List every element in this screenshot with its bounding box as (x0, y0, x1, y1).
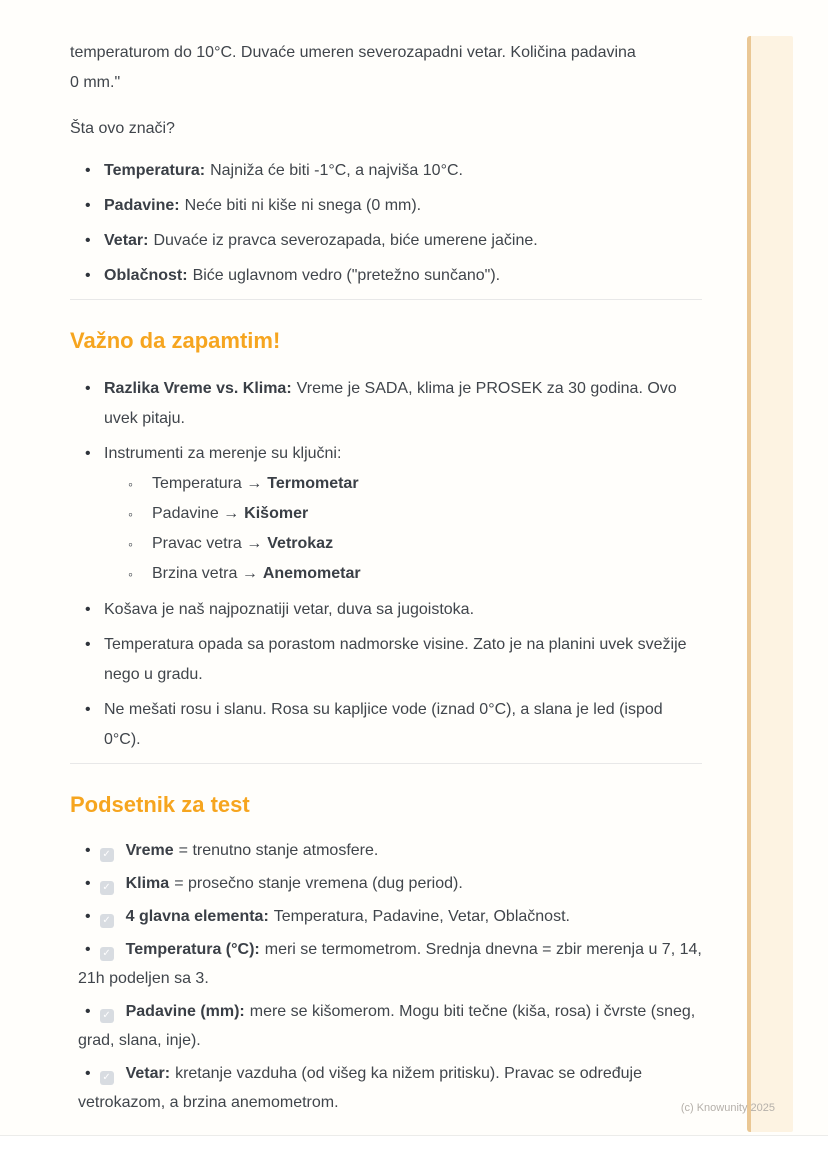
item-text: Duvaće iz pravca severozapada, biće umerene jačine. (153, 232, 538, 249)
item-text: Temperatura opada sa porastom nadmorske visine. Zato je na planini uvek svežije nego u gradu. (104, 636, 687, 683)
list-item (70, 595, 702, 625)
checklist-item (70, 935, 702, 993)
section-divider (70, 299, 702, 300)
item-text: kretanje vazduha (od višeg ka nižem pritisku). Pravac se određuje vetrokazom, a brzina anemometrom. (78, 1065, 642, 1111)
term-bold: Temperatura: (104, 162, 206, 179)
checklist-item (70, 869, 702, 898)
checked-checkbox-icon (100, 1009, 114, 1023)
term-bold: Oblačnost: (104, 267, 188, 284)
checked-checkbox-icon (100, 914, 114, 928)
term-bold: Klima (125, 875, 170, 892)
term-bold: Padavine: (104, 197, 180, 214)
bullet-dot: • (85, 908, 91, 925)
instruments-sub-list (104, 469, 702, 589)
item-text: Temperatura → (152, 475, 263, 492)
intro-list (70, 156, 702, 291)
instrument-bold: Anemometar (262, 565, 361, 582)
checked-checkbox-icon (100, 1071, 114, 1085)
sub-list-item (104, 499, 702, 529)
check-icon: ✓ (102, 882, 111, 893)
important-list (70, 374, 702, 755)
bullet-dot: • (85, 1065, 91, 1082)
list-item (70, 261, 702, 291)
check-icon: ✓ (102, 915, 111, 926)
checked-checkbox-icon (100, 881, 114, 895)
instrument-bold: Kišomer (244, 505, 309, 522)
item-text: = trenutno stanje atmosfere. (178, 842, 379, 859)
question-paragraph: Šta ovo znači? (70, 120, 175, 137)
item-text: Košava je naš najpoznatiji vetar, duva sa jugoistoka. (104, 601, 475, 618)
bullet-dot: • (85, 941, 91, 958)
list-item (70, 191, 702, 221)
section-divider (70, 763, 702, 764)
item-text: Vreme je SADA, klima je PROSEK za 30 godina. Ovo uvek pitaju. (104, 380, 677, 427)
check-icon: ✓ (102, 948, 111, 959)
item-text: Instrumenti za merenje su ključni: (104, 445, 342, 462)
list-item (70, 630, 702, 690)
check-icon: ✓ (102, 1010, 111, 1021)
checklist-item (70, 836, 702, 865)
check-icon: ✓ (102, 1072, 111, 1083)
item-text: Temperatura, Padavine, Vetar, Oblačnost. (273, 908, 570, 925)
item-text: Neće biti ni kiše ni snega (0 mm). (184, 197, 422, 214)
list-item (70, 695, 702, 755)
checklist-item (70, 902, 702, 931)
checked-checkbox-icon (100, 947, 114, 961)
check-icon: ✓ (102, 849, 111, 860)
instrument-bold: Vetrokaz (267, 535, 334, 552)
list-item (70, 374, 702, 434)
sub-list-item (104, 559, 702, 589)
bullet-dot: • (85, 875, 91, 892)
item-text: Pravac vetra → (152, 535, 263, 552)
item-text: Padavine → (152, 505, 240, 522)
item-text: Najniža će biti -1°C, a najviša 10°C. (210, 162, 463, 179)
watermark: (c) Knowunity 2025 (680, 1102, 775, 1114)
instrument-bold: Termometar (267, 475, 359, 492)
list-item (70, 226, 702, 256)
checked-checkbox-icon (100, 848, 114, 862)
bullet-dot: • (85, 1003, 91, 1020)
decorative-ribbon (747, 36, 793, 1132)
bullet-dot: • (85, 842, 91, 859)
test-checklist (70, 836, 702, 1117)
content-column (70, 0, 702, 1121)
sub-list-item (104, 529, 702, 559)
list-item (70, 156, 702, 186)
section-heading-test-reminder: Podsetnik za test (70, 792, 250, 817)
item-text: Biće uglavnom vedro ("pretežno sunčano"). (192, 267, 501, 284)
sub-list-item (104, 469, 702, 499)
term-bold: Vreme (125, 842, 174, 859)
section-heading-important: Važno da zapamtim! (70, 328, 281, 353)
intro-paragraph: temperaturom do 10°C. Duvaće umeren severozapadni vetar. Količina padavina 0 mm." (70, 44, 636, 91)
list-item (70, 439, 702, 589)
checklist-item (70, 997, 702, 1055)
item-text: meri se termometrom. Srednja dnevna = zbir merenja u 7, 14, 21h podeljen sa 3. (78, 941, 702, 987)
term-bold: Temperatura (°C): (125, 941, 260, 958)
term-bold: Padavine (mm): (125, 1003, 245, 1020)
term-bold: Vetar: (125, 1065, 171, 1082)
item-text: mere se kišomerom. Mogu biti tečne (kiša, rosa) i čvrste (sneg, grad, slana, inje). (78, 1003, 696, 1049)
term-bold: Vetar: (104, 232, 149, 249)
term-bold: 4 glavna elementa: (125, 908, 269, 925)
term-bold: Razlika Vreme vs. Klima: (104, 380, 292, 397)
item-text: = prosečno stanje vremena (dug period). (174, 875, 463, 892)
item-text: Ne mešati rosu i slanu. Rosa su kapljice vode (iznad 0°C), a slana je led (ispod 0°C). (104, 701, 663, 748)
item-text: Brzina vetra → (152, 565, 258, 582)
